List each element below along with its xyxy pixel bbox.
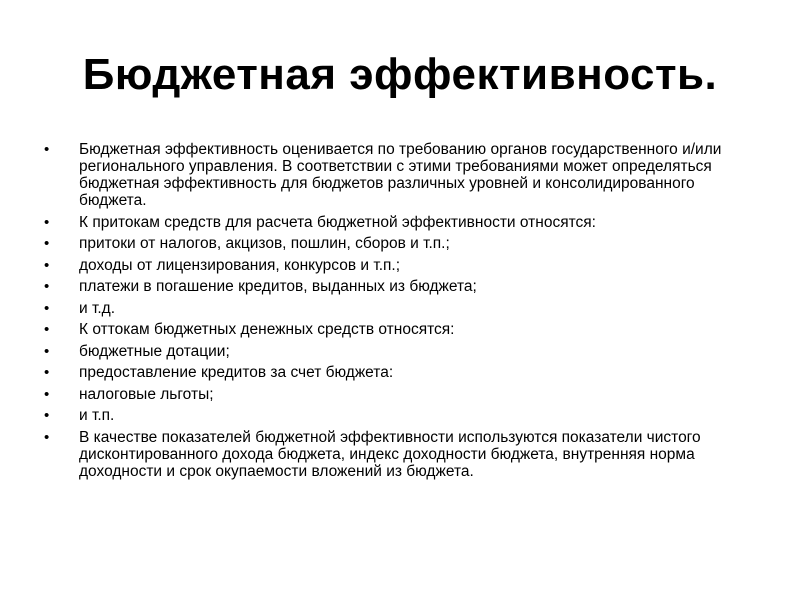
bullet-item-2 (44, 214, 756, 231)
bullet-item-12 (44, 429, 756, 480)
bullet-text: доходы от лицензирования, конкурсов и т.п.; (79, 256, 401, 274)
bullet-marker: • (44, 299, 50, 317)
bullet-item-6 (44, 300, 756, 317)
bullet-text: предоставление кредитов за счет бюджета: (79, 364, 394, 381)
bullet-text: платежи в погашение кредитов, выданных из бюджета; (79, 278, 477, 295)
bullet-marker: • (44, 278, 50, 295)
bullet-item-10 (44, 386, 756, 403)
bullet-item-5 (44, 278, 756, 295)
bullet-text: притоки от налогов, акцизов, пошлин, сборов и т.п.; (79, 235, 450, 252)
bullet-marker: • (44, 364, 50, 381)
bullet-text: В качестве показателей бюджетной эффективности используются показатели чистого дисконтированного дохода бюджета, индекс доходности бюджета, внутренняя норма доходности и срок окупаемости вложений из бюджета. (79, 428, 701, 480)
bullet-marker: • (44, 141, 50, 158)
bullet-item-8 (44, 343, 756, 360)
bullet-marker: • (44, 235, 50, 252)
slide-title: Бюджетная эффективность. (82, 50, 718, 99)
bullet-list (44, 141, 756, 484)
bullet-text: К оттокам бюджетных денежных средств относятся: (79, 321, 455, 338)
bullet-item-9 (44, 364, 756, 381)
bullet-item-11 (44, 407, 756, 424)
bullet-item-7 (44, 321, 756, 338)
bullet-marker: • (44, 321, 50, 338)
bullet-item-3 (44, 235, 756, 252)
bullet-text: и т.п. (79, 407, 115, 424)
bullet-marker: • (44, 213, 50, 231)
bullet-text: бюджетные дотации; (79, 342, 230, 360)
bullet-item-1 (44, 141, 756, 209)
bullet-text: К притокам средств для расчета бюджетной эффективности относятся: (79, 213, 596, 231)
bullet-text: Бюджетная эффективность оценивается по требованию органов государственного и/или регионального управления. В соответствии с этими требованиями может определяться бюджетная эффективность для бюджетов различных уровней и консолидированного бюджета. (79, 141, 722, 209)
bullet-item-4 (44, 257, 756, 274)
bullet-marker: • (44, 428, 50, 446)
bullet-text: налоговые льготы; (79, 385, 214, 403)
bullet-marker: • (44, 407, 50, 424)
bullet-marker: • (44, 342, 50, 360)
bullet-marker: • (44, 385, 50, 403)
bullet-marker: • (44, 256, 50, 274)
bullet-text: и т.д. (79, 299, 116, 317)
